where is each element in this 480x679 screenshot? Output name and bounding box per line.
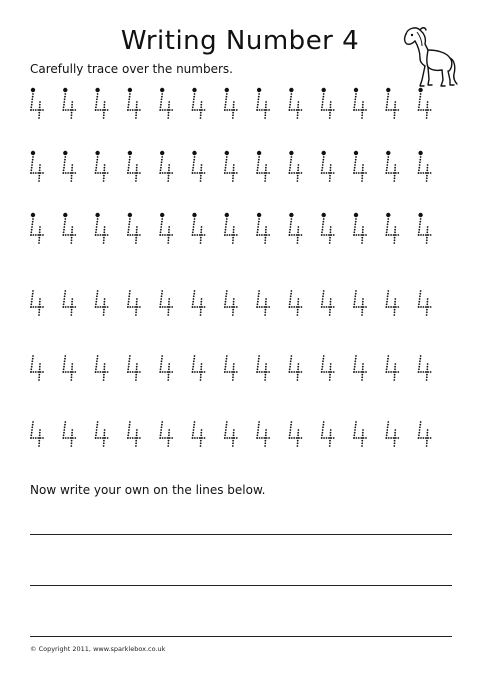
- traceable-four: [159, 88, 173, 119]
- traceable-four: [353, 290, 367, 316]
- traceable-four: [418, 355, 432, 381]
- traceable-four: [159, 421, 173, 447]
- start-dot: [322, 88, 326, 92]
- start-dot: [225, 213, 229, 217]
- traceable-four: [62, 88, 76, 119]
- traceable-four: [385, 213, 399, 244]
- traceable-four: [30, 421, 44, 447]
- traceable-four: [95, 355, 109, 381]
- start-dot: [63, 213, 67, 217]
- start-dot: [128, 151, 132, 155]
- traceable-four: [385, 421, 399, 447]
- traceable-four: [289, 355, 303, 381]
- writing-line: [30, 534, 452, 535]
- start-dot: [192, 151, 196, 155]
- traceable-four: [159, 151, 173, 182]
- start-dot: [322, 213, 326, 217]
- traceable-four: [95, 213, 109, 244]
- traceable-four: [224, 88, 238, 119]
- traceable-four: [224, 421, 238, 447]
- start-dot: [95, 88, 99, 92]
- traceable-four: [224, 355, 238, 381]
- start-dot: [257, 151, 261, 155]
- traceable-four: [418, 88, 432, 119]
- traceable-four: [127, 213, 141, 244]
- write-instruction: Now write your own on the lines below.: [30, 483, 266, 497]
- traceable-four: [224, 213, 238, 244]
- start-dot: [160, 213, 164, 217]
- traceable-four: [385, 355, 399, 381]
- traceable-four: [192, 151, 206, 182]
- traceable-four: [159, 290, 173, 316]
- writing-line: [30, 636, 452, 637]
- traceable-four: [127, 355, 141, 381]
- traceable-four: [321, 290, 335, 316]
- traceable-four: [30, 355, 44, 381]
- traceable-four: [127, 151, 141, 182]
- start-dot: [386, 151, 390, 155]
- start-dot: [160, 88, 164, 92]
- start-dot: [354, 88, 358, 92]
- start-dot: [418, 213, 422, 217]
- traceable-four: [95, 421, 109, 447]
- traceable-four: [418, 290, 432, 316]
- start-dot: [160, 151, 164, 155]
- start-dot: [192, 213, 196, 217]
- traceable-four: [95, 151, 109, 182]
- traceable-four: [30, 151, 44, 182]
- start-dot: [322, 151, 326, 155]
- start-dot: [63, 151, 67, 155]
- start-dot: [354, 213, 358, 217]
- traceable-four: [30, 290, 44, 316]
- traceable-four: [159, 213, 173, 244]
- copyright-text: © Copyright 2011, www.sparklebox.co.uk: [30, 645, 166, 653]
- traceable-four: [256, 421, 270, 447]
- traceable-four: [385, 290, 399, 316]
- traceable-four: [127, 88, 141, 119]
- start-dot: [257, 213, 261, 217]
- start-dot: [128, 213, 132, 217]
- traceable-four: [385, 88, 399, 119]
- start-dot: [192, 88, 196, 92]
- start-dot: [63, 88, 67, 92]
- start-dot: [31, 88, 35, 92]
- traceable-four: [224, 151, 238, 182]
- start-dot: [418, 88, 422, 92]
- traceable-four: [385, 151, 399, 182]
- start-dot: [386, 213, 390, 217]
- traceable-four: [289, 151, 303, 182]
- traceable-four: [224, 290, 238, 316]
- traceable-four: [353, 213, 367, 244]
- start-dot: [289, 213, 293, 217]
- page-title: Writing Number 4: [120, 26, 360, 56]
- traceable-four: [321, 213, 335, 244]
- traceable-four: [256, 290, 270, 316]
- traceable-four: [159, 355, 173, 381]
- start-dot: [418, 151, 422, 155]
- traceable-four: [418, 151, 432, 182]
- traceable-four: [321, 88, 335, 119]
- traceable-four: [321, 421, 335, 447]
- traceable-four: [289, 88, 303, 119]
- traceable-four: [353, 421, 367, 447]
- traceable-four: [289, 290, 303, 316]
- start-dot: [354, 151, 358, 155]
- traceable-four: [353, 88, 367, 119]
- start-dot: [31, 213, 35, 217]
- traceable-four: [62, 355, 76, 381]
- traceable-four: [418, 421, 432, 447]
- traceable-four: [192, 355, 206, 381]
- start-dot: [289, 88, 293, 92]
- traceable-four: [62, 151, 76, 182]
- start-dot: [386, 88, 390, 92]
- trace-instruction: Carefully trace over the numbers.: [30, 62, 233, 76]
- traceable-four: [256, 88, 270, 119]
- traceable-four: [256, 151, 270, 182]
- traceable-four: [62, 213, 76, 244]
- traceable-four: [95, 290, 109, 316]
- traceable-four: [256, 355, 270, 381]
- traceable-four: [321, 151, 335, 182]
- traceable-four: [418, 213, 432, 244]
- start-dot: [225, 88, 229, 92]
- traceable-four: [95, 88, 109, 119]
- start-dot: [128, 88, 132, 92]
- traceable-four: [321, 355, 335, 381]
- traceable-four: [192, 213, 206, 244]
- start-dot: [257, 88, 261, 92]
- start-dot: [289, 151, 293, 155]
- traceable-four: [192, 88, 206, 119]
- writing-line: [30, 585, 452, 586]
- traceable-four: [353, 151, 367, 182]
- start-dot: [95, 151, 99, 155]
- traceable-four: [127, 421, 141, 447]
- traceable-four: [62, 290, 76, 316]
- traceable-four: [289, 421, 303, 447]
- traceable-four: [192, 290, 206, 316]
- traceable-four: [289, 213, 303, 244]
- start-dot: [95, 213, 99, 217]
- traceable-four: [30, 213, 44, 244]
- start-dot: [225, 151, 229, 155]
- start-dot: [31, 151, 35, 155]
- traceable-four: [192, 421, 206, 447]
- traceable-four: [353, 355, 367, 381]
- traceable-four: [62, 421, 76, 447]
- traceable-four: [256, 213, 270, 244]
- traceable-four: [30, 88, 44, 119]
- traceable-four: [127, 290, 141, 316]
